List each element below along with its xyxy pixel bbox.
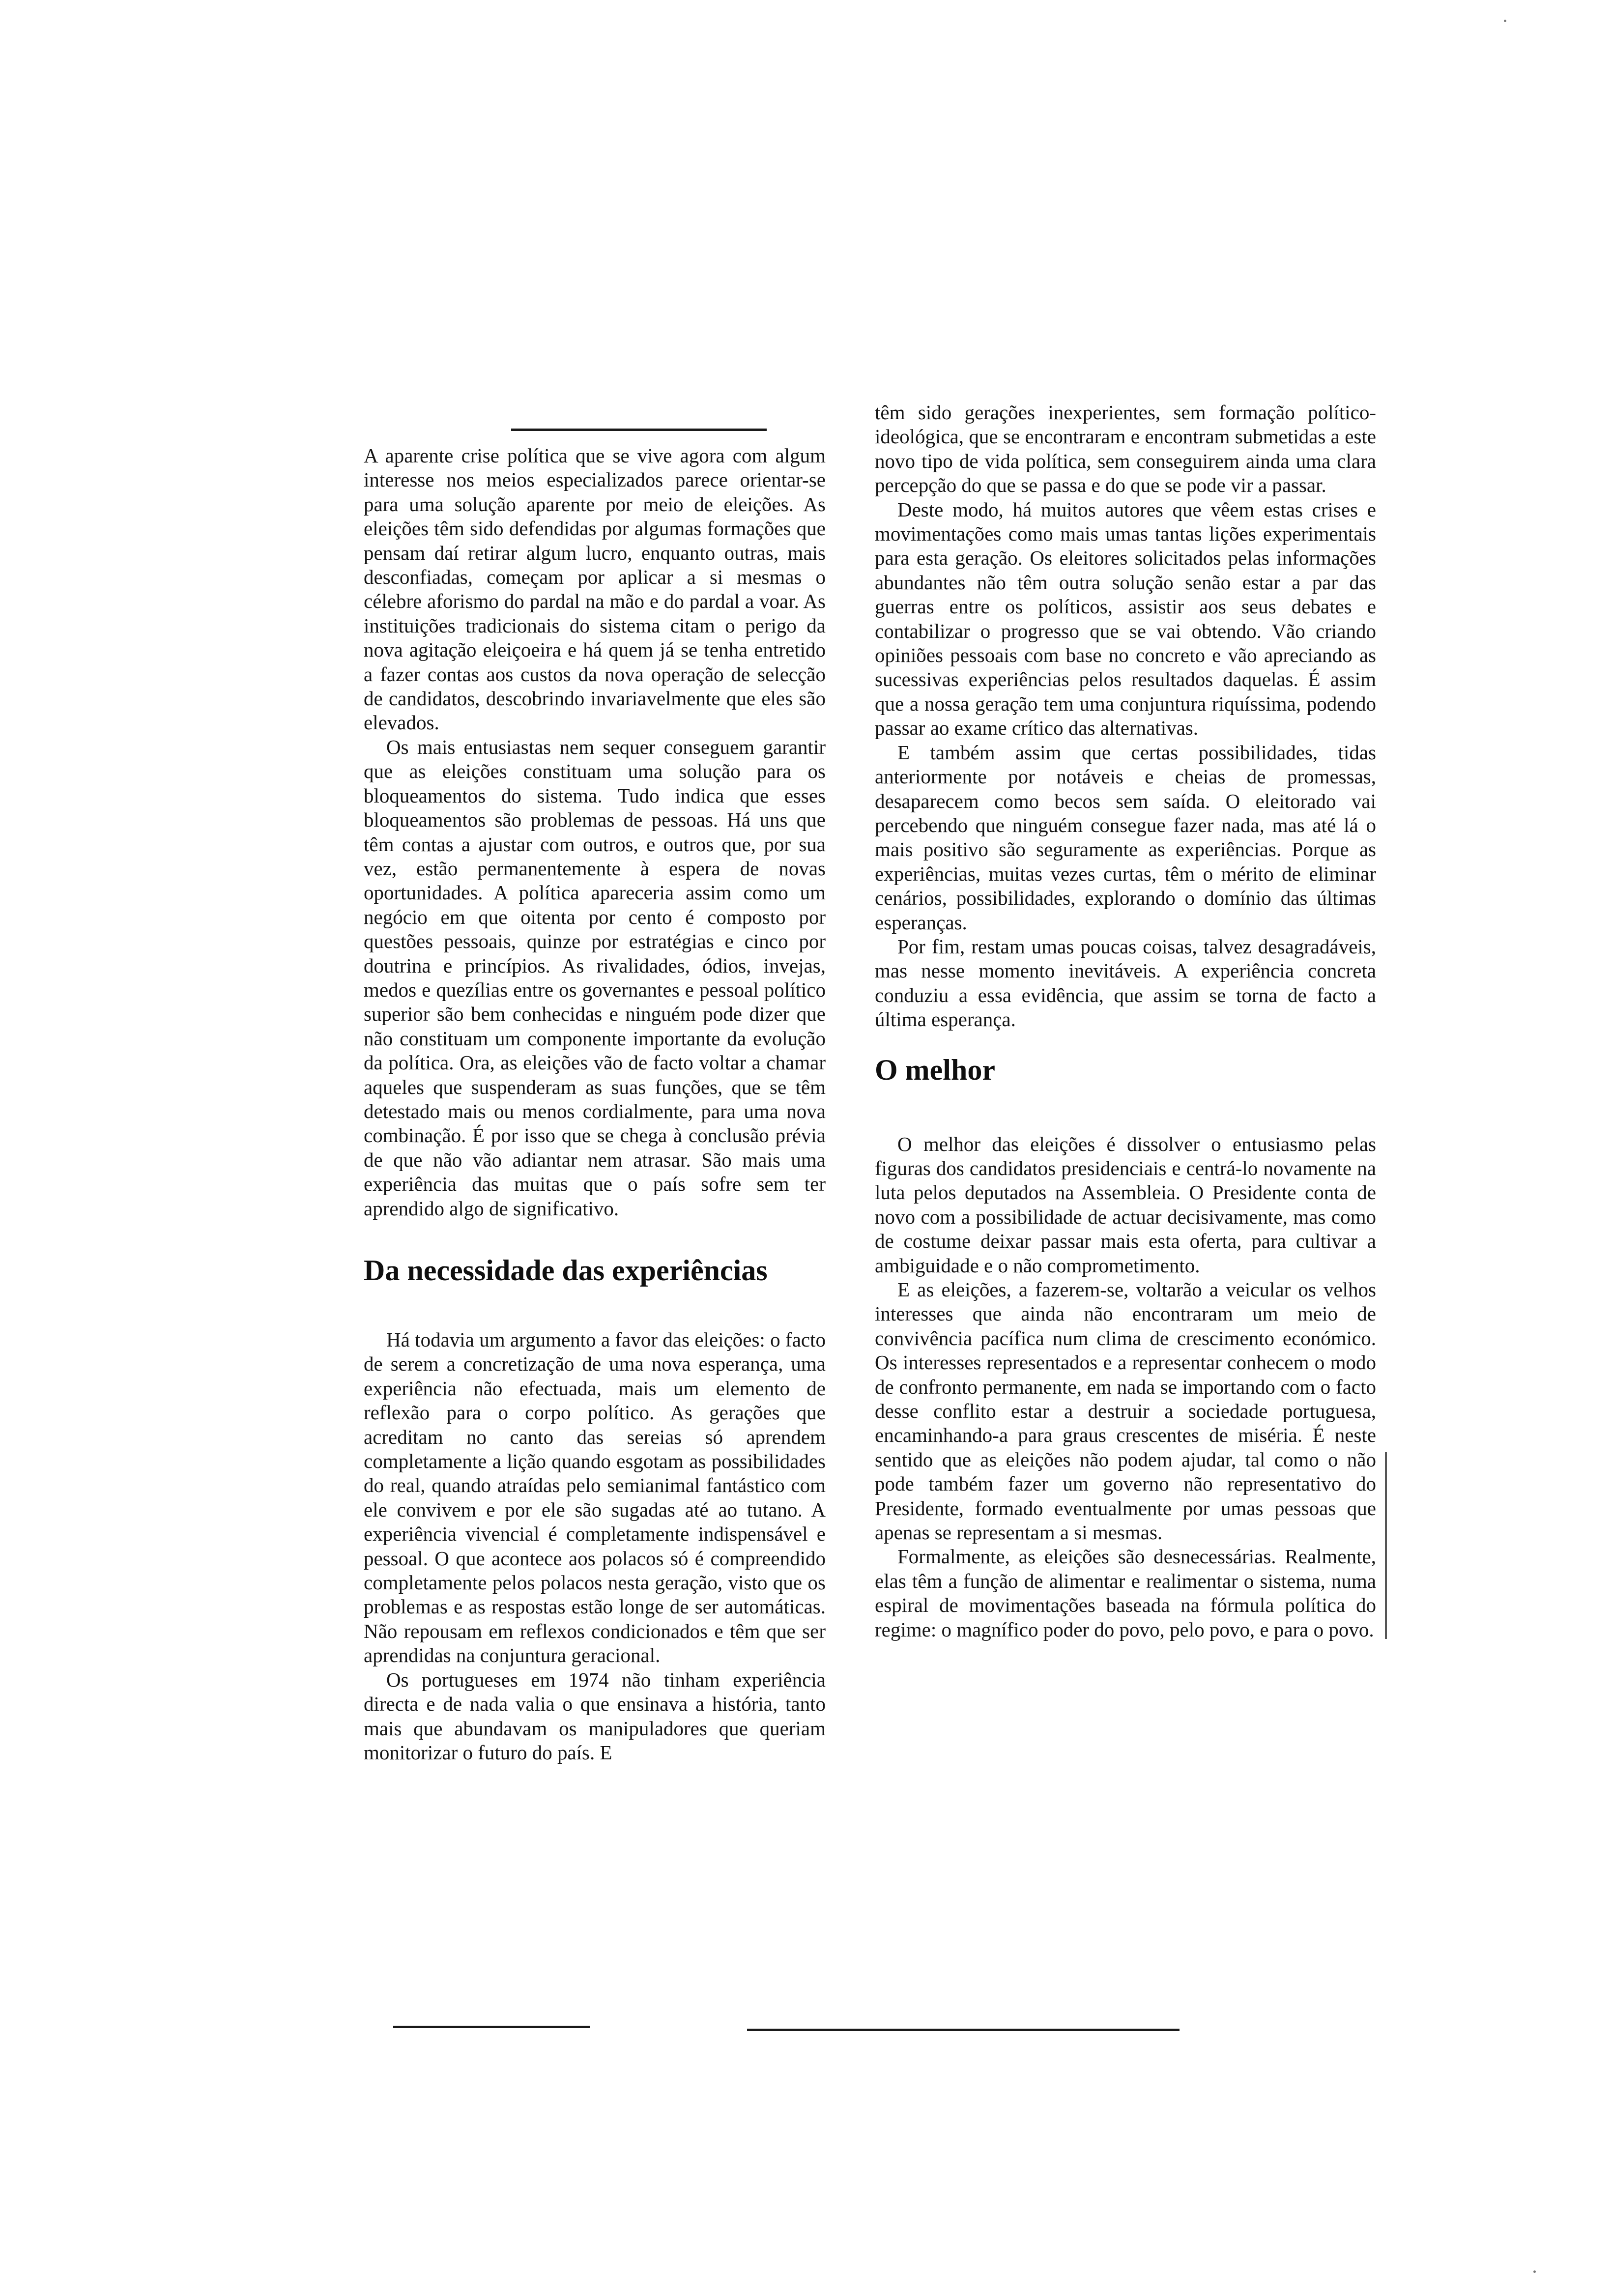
article-paragraph: A aparente crise política que se vive agora com algum interesse nos meios especializados parece orientar-se para uma solução aparente por meio de eleições. As eleições têm sido defendidas por algumas formações que pensam daí retirar algum lucro, enquanto outras, mais desconfiadas, começam por aplicar a si mesmas o célebre aforismo do pardal na mão e do pardal a voar. As instituições tradicionais do sistema citam o perigo da nova agitação eleiçoeira e há quem já se tenha entretido a fazer contas aos custos da nova operação de selecção de candidatos, descobrindo invariavelmente que eles são elevados. [364, 444, 826, 734]
scan-speck [1504, 20, 1506, 22]
margin-mark [1385, 1452, 1387, 1639]
section-heading: Da necessidade das experiências [364, 1254, 768, 1287]
article-column-right [875, 401, 1376, 1642]
top-rule-left [511, 429, 767, 431]
article-paragraph: Por fim, restam umas poucas coisas, talvez desagradáveis, mas nesse momento inevitáveis. A experiência concreta conduziu a essa evidência, que assim se torna de facto a última esperança. [875, 935, 1376, 1031]
scan-speck [1533, 2270, 1536, 2273]
article-paragraph: têm sido gerações inexperientes, sem formação político-ideológica, que se encontraram e encontram submetidas a este novo tipo de vida política, sem conseguirem ainda uma clara percepção do que se passa e do que se pode vir a passar. [875, 401, 1376, 497]
article-paragraph: Formalmente, as eleições são desnecessárias. Realmente, elas têm a função de alimentar e realimentar o sistema, numa espiral de movimentações baseada na fórmula política do regime: o magnífico poder do povo, pelo povo, e para o povo. [875, 1545, 1376, 1641]
article-paragraph: Deste modo, há muitos autores que vêem estas crises e movimentações como mais umas tantas lições experimentais para esta geração. Os eleitores solicitados pelas informações abundantes não têm outra solução senão estar a par das guerras entre os políticos, assistir aos seus debates e contabilizar o progresso que se vai obtendo. Vão criando opiniões pessoais com base no concreto e vão apreciando as sucessivas experiências pelos resultados daquelas. É assim que a nossa geração tem uma conjuntura riquíssima, podendo passar ao exame crítico das alternativas. [875, 498, 1376, 740]
article-column-left [364, 444, 826, 1765]
article-paragraph: Os mais entusiastas nem sequer conseguem garantir que as eleições constituam uma solução para os bloqueamentos do sistema. Tudo indica que esses bloqueamentos são problemas de pessoas. Há uns que têm contas a ajustar com outros, e outros que, por sua vez, estão permanentemente à espera de novas oportunidades. A política apareceria assim como um negócio em que oitenta por cento é composto por questões pessoais, quinze por estratégias e cinco por doutrina e princípios. As rivalidades, ódios, invejas, medos e quezílias entre os governantes e pessoal político superior são bem conhecidas e ninguém pode dizer que não constituam um componente importante da evolução da política. Ora, as eleições vão de facto voltar a chamar aqueles que suspenderam as suas funções, que se têm detestado mais ou menos cordialmente, para uma nova combinação. É por isso que se chega à conclusão prévia de que não vão adiantar nem atrasar. São mais uma experiência das muitas que o país sofre sem ter aprendido algo de significativo. [364, 735, 826, 1220]
article-paragraph: Há todavia um argumento a favor das eleições: o facto de serem a concretização de uma nova esperança, uma experiência não efectuada, mais um elemento de reflexão para o corpo político. As gerações que acreditam no canto das sereias só aprendem completamente a lição quando esgotam as possibilidades do real, quando atraídas pelo semianimal fantástico com ele convivem e por ele são sugadas até ao tutano. A experiência vivencial é completamente indispensável e pessoal. O que acontece aos polacos só é compreendido completamente pelos polacos nesta geração, visto que os problemas e as respostas estão longe de ser automáticas. Não repousam em reflexos condicionados e têm que ser aprendidas na conjuntura geracional. [364, 1328, 826, 1667]
bottom-rule-left [393, 2026, 590, 2028]
bottom-rule-right [747, 2029, 1180, 2031]
article-paragraph: O melhor das eleições é dissolver o entusiasmo pelas figuras dos candidatos presidenciais e centrá-lo novamente na luta pelos deputados na Assembleia. O Presidente conta de novo com a possibilidade de actuar decisivamente, mas como de costume deixar passar mais esta oferta, para cultivar a ambiguidade e o não comprometimento. [875, 1132, 1376, 1277]
article-paragraph: E as eleições, a fazerem-se, voltarão a veicular os velhos interesses que ainda não encontraram um meio de convivência pacífica num clima de crescimento económico. Os interesses representados e a representar conhecem o modo de confronto permanente, em nada se importando com o facto desse conflito estar a destruir a sociedade portuguesa, encaminhando-a para graus crescentes de miséria. É neste sentido que as eleições não podem ajudar, tal como o não pode também fazer um governo não representativo do Presidente, formado eventualmente por umas pessoas que apenas se representam a si mesmas. [875, 1278, 1376, 1544]
article-paragraph: E também assim que certas possibilidades, tidas anteriormente por notáveis e cheias de promessas, desaparecem como becos sem saída. O eleitorado vai percebendo que ninguém consegue fazer nada, mas até lá o mais positivo são seguramente as experiências. Porque as experiências, muitas vezes curtas, têm o mérito de eliminar cenários, possibilidades, explorando o domínio das últimas esperanças. [875, 741, 1376, 934]
section-heading: O melhor [875, 1053, 995, 1086]
article-paragraph: Os portugueses em 1974 não tinham experiência directa e de nada valia o que ensinava a história, tanto mais que abundavam os manipuladores que queriam monitorizar o futuro do país. E [364, 1668, 826, 1764]
